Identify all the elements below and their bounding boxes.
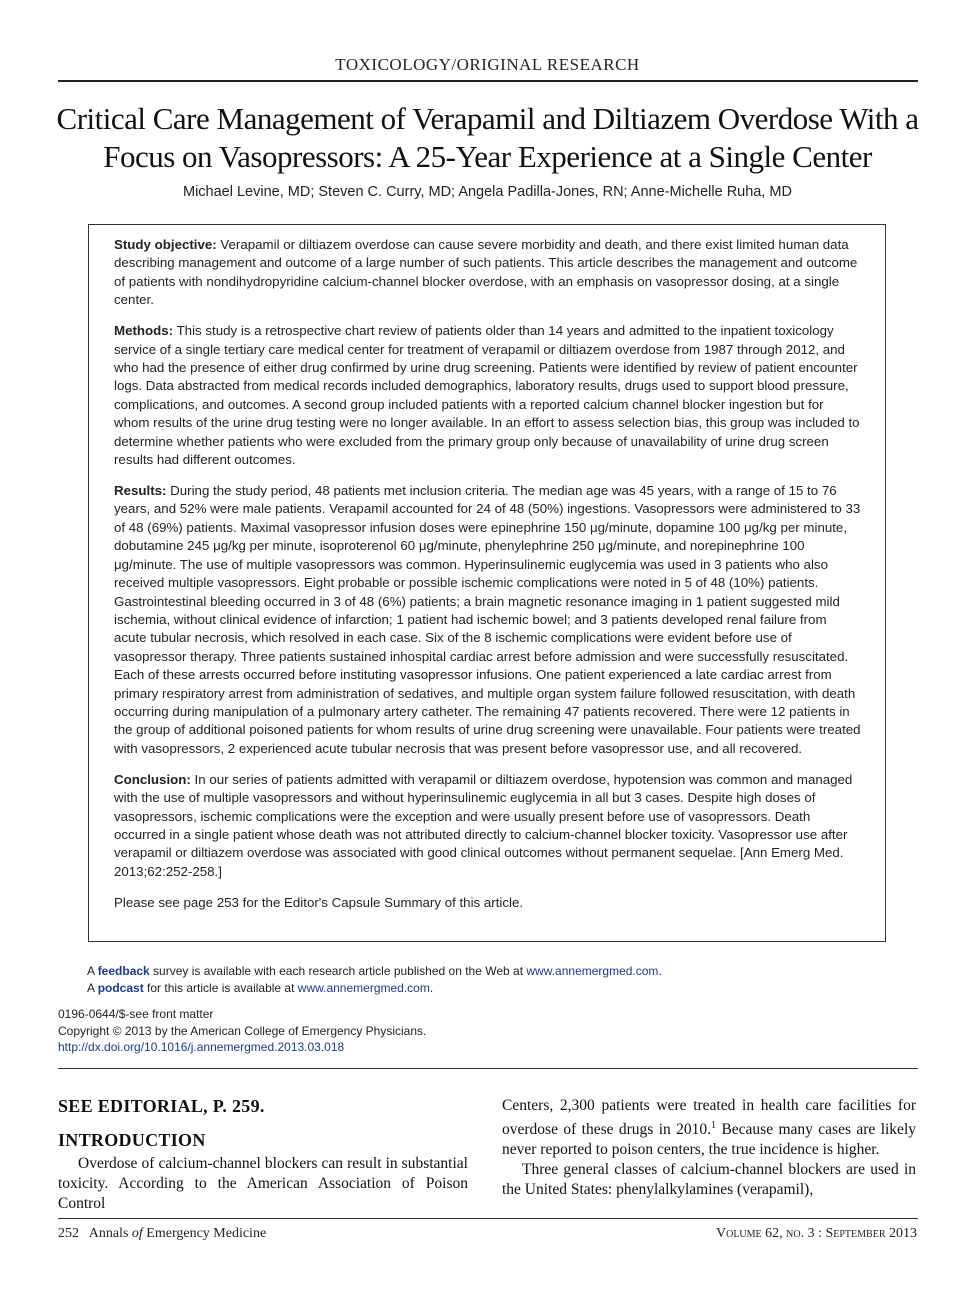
copyright-line: Copyright © 2013 by the American College of Emergency Physicians.: [58, 1023, 427, 1038]
page-number: 252: [58, 1226, 79, 1241]
conclusion-text: In our series of patients admitted with verapamil or diltiazem overdose, hypotension was common and managed with the use of multiple vasopressors and without hyperinsulinemic euglycemia in all but 3 cases. Despite high doses of vasopressors, ischemic complications were the exception and were usually present before use of vasopressors. Death occurred in a single patient whose death was not attributed directly to calcium-channel blocker toxicity. Vasopressor use after verapamil or diltiazem overdose was associated with good clinical outcomes without permanent sequelae. [Ann Emerg Med. 2013;62:252-258.]: [114, 771, 853, 879]
issn-line: 0196-0644/$-see front matter: [58, 1007, 214, 1021]
web-notes: [87, 963, 907, 996]
introduction-heading: INTRODUCTION: [58, 1130, 206, 1150]
citation-ref-1[interactable]: 1: [711, 1120, 717, 1131]
section-label: TOXICOLOGY/ORIGINAL RESEARCH: [335, 55, 640, 74]
top-rule: [58, 80, 918, 82]
podcast-pre: A: [87, 980, 98, 995]
feedback-note: [87, 963, 907, 980]
abstract-box: [88, 224, 886, 942]
conclusion-label: Conclusion:: [114, 771, 191, 787]
methods-label: Methods:: [114, 323, 174, 339]
podcast-note: [87, 980, 907, 997]
objective-label: Study objective:: [114, 237, 217, 252]
podcast-end: .: [429, 980, 434, 995]
body-left-column: [58, 1096, 468, 1214]
feedback-end: .: [658, 964, 662, 978]
feedback-link[interactable]: feedback: [97, 964, 150, 978]
abstract-methods: [114, 322, 862, 469]
article-meta: [58, 1006, 658, 1056]
podcast-link[interactable]: podcast: [97, 980, 144, 995]
abstract-results: [114, 482, 862, 758]
intro-paragraph: Overdose of calcium-channel blockers can result in substantial toxicity. According to the American Association of Poison Control: [58, 1155, 468, 1212]
title-line-1: Critical Care Management of Verapamil and Diltiazem Overdose With a: [56, 101, 919, 136]
body-right-column: [502, 1096, 916, 1200]
title-line-2: Focus on Vasopressors: A 25-Year Experience at a Single Center: [103, 139, 872, 174]
footer-rule: [58, 1218, 918, 1219]
abstract-conclusion: [114, 771, 862, 881]
results-label: Results:: [114, 483, 167, 499]
objective-text: Verapamil or diltiazem overdose can cause severe morbidity and death, and there exist limited human data describing management and outcome of a large number of such patients. This article describes the management and outcome of patients with nondihydropyridine calcium-channel blocker overdose, with an emphasis on vasopressor dosing, at a single center.: [114, 237, 858, 308]
footer-journal: [58, 1226, 266, 1242]
article-title: [40, 100, 935, 176]
journal-name-of: of: [131, 1226, 143, 1241]
journal-name-post: Emergency Medicine: [142, 1226, 267, 1241]
right-para1-a: Centers, 2,300 patients were treated in health care facilities for overdose of these drugs in 2010.: [502, 1097, 916, 1139]
right-paragraph-2: Three general classes of calcium-channel blockers are used in the United States: phenylalkylamines (verapamil),: [502, 1161, 916, 1199]
body-divider: [58, 1068, 918, 1069]
methods-text: This study is a retrospective chart review of patients older than 14 years and admitted to the inpatient toxicology service of a single tertiary care medical center for treatment of verapamil or diltiazem overdose from 1987 through 2012, and who had the presence of either drug confirmed by urine drug screening. Patients were identified by review of patient encounter logs. Data abstracted from medical records included demographics, laboratory results, drugs used to support blood pressure, complications, and outcomes. A second group included patients with a reported calcium channel blocker ingestion but for whom results of the urine drug testing were no longer available. In an effort to assess selection bias, this group was included to determine whether patients who were excluded from the primary group only because of unavailability of urine drug screen results had different outcomes.: [114, 323, 860, 468]
abstract-content: [114, 236, 862, 925]
see-editorial-heading: SEE EDITORIAL, P. 259.: [58, 1096, 265, 1116]
abstract-objective: [114, 236, 862, 310]
results-text: During the study period, 48 patients met inclusion criteria. The median age was 45 years, with a range of 15 to 76 years, and 52% were male patients. Verapamil accounted for 24 of 48 (50%) ingestions. Vasopressors were administered to 33 of 48 (69%) patients. Maximal vasopressor infusion doses were epinephrine 150 μg/minute, dopamine 100 μg/kg per minute, dobutamine 245 μg/kg per minute, isoproterenol 60 μg/minute, phenylephrine 250 μg/minute, and norepinephrine 100 μg/minute. The use of multiple vasopressors was common. Hyperinsulinemic euglycemia was used in 3 patients who also received multiple vasopressors. Eight probable or possible ischemic complications were noted in 5 of 48 (10%) patients. Gastrointestinal bleeding occurred in 3 of 48 (6%) patients; a brain magnetic resonance imaging in 1 patient suggested mild ischemia, without clinical evidence of infarction; 1 patient had ischemic bowel; and 3 patients developed renal failure from acute tubular necrosis, which resolved in each case. Six of the 8 ischemic complications were evident before use of vasopressor therapy. Three patients sustained inhospital cardiac arrest before admission and were successfully resuscitated. Each of these arrests occurred before instituting vasopressor infusions. One patient experienced a late cardiac arrest from primary respiratory arrest from administration of sedatives, and multiple organ system failure followed resuscitation, with death occurring during manipulation of a pulmonary artery catheter. The remaining 47 patients recovered. There were 12 patients in the group of additional poisoned patients for whom results of urine drug screening were unavailable. Four patients were treated with vasopressors, 2 experienced acute tubular necrosis that was present before vasopressor use, and all recovered.: [114, 483, 861, 756]
feedback-url-link[interactable]: www.annemergmed.com: [526, 964, 659, 978]
capsule-note: Please see page 253 for the Editor's Capsule Summary of this article.: [114, 894, 524, 910]
podcast-post: for this article is available at: [143, 980, 298, 995]
doi-link[interactable]: http://dx.doi.org/10.1016/j.annemergmed.2013.03.018: [58, 1040, 345, 1054]
podcast-url-link[interactable]: www.annemergmed.com: [297, 980, 430, 995]
right-paragraph-1: [502, 1096, 916, 1160]
feedback-post: survey is available with each research article published on the Web at: [149, 964, 527, 978]
right-para1-b: Because many cases are likely never reported to poison centers, the true incidence is higher.: [502, 1121, 916, 1159]
author-list: Michael Levine, MD; Steven C. Curry, MD; Angela Padilla-Jones, RN; Anne-Michelle Ruha, MD: [183, 184, 792, 200]
footer-volume: Volume 62, no. 3 : September 2013: [715, 1226, 917, 1241]
journal-name-pre: Annals: [88, 1226, 132, 1241]
feedback-pre: A: [87, 964, 98, 978]
